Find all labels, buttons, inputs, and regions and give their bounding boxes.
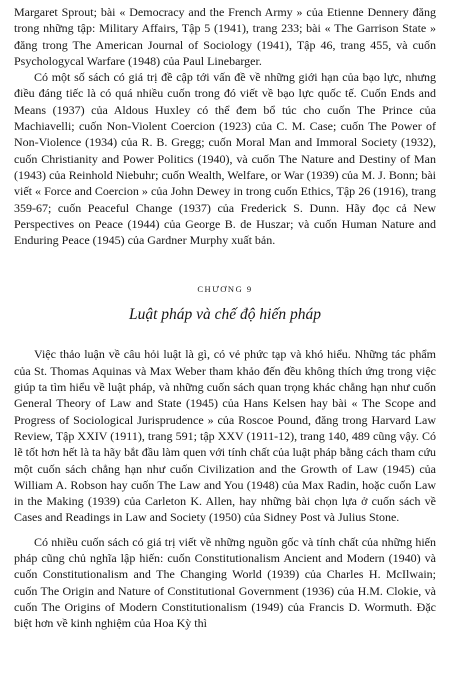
- paragraph-constitutionalism: Có nhiều cuốn sách có giá trị viết về những nguồn gốc và tính chất của những hiến pháp cũng chủ nghĩa lập hiến: cuốn Constitutionalism Ancient and Modern (1940) và cuốn Constitutionalism and The Changing World (1939) của Charles H. McIlwain; cuốn The Origin and Nature of Constitutional Government (1936) của H.M. Clokie, và cuốn The Origins of Modern Constitutionalism (1949) của Francis D. Wormuth. Đặc biệt hơn về kinh nghiệm của Hoa Kỳ thì: [14, 534, 436, 631]
- chapter-label: CHƯƠNG 9: [197, 284, 253, 295]
- chapter-title: Luật pháp và chế độ hiến pháp: [128, 306, 321, 324]
- paragraph-what-is-law: Việc thảo luận về câu hỏi luật là gì, có vẻ phức tạp và khó hiểu. Những tác phẩm của St. Thomas Aquinas và Max Weber tham khảo đến đều không thích ứng trong việc giúp ta tìm hiểu về luật pháp, và những cuốn sách quan trọng khác chẳng hạn như cuốn General Theory of Law and State (1945) của Hans Kelsen hay bài « The Scope and Progress of Sociological Jurisprudence » của Roscoe Pound, đăng trong Harvard Law Review, Tập XXIV (1911), trang 591; tập XXV (1911-12), trang 140, 489 cũng vậy. Có lẽ tốt hơn hết là ta hãy bắt đầu làm quen với tính chất của luật pháp bằng cách tham cứu một cuốn sách chẳng hạn như cuốn Civilization and the Growth of Law (1945) của William A. Robson hay cuốn The Law and You (1948) của Max Radin, hoặc cuốn Law in the Making (1939) của Carleton K. Allen, hay những bài chọn lựa ở cuốn sách về Cases and Readings in Law and Society (1950) của Sidney Post và Julius Stone.: [14, 347, 436, 525]
- paragraph-references-military: Margaret Sprout; bài « Democracy and the French Army » của Etienne Dennery đăng trong những tập: Military Affairs, Tập 5 (1941), trang 233; bài « The Garrison State » đăng trong The American Journal of Sociology (1941), Tập 46, trang 455, và cuốn Psychologycal Warfare (1948) của Paul Linebarger.: [14, 5, 436, 68]
- paragraph-limits-of-violence: Có một số sách có giá trị đề cập tới vấn đề về những giới hạn của bạo lực, nhưng điều đáng tiếc là có quá nhiều cuốn trong đó viết về bạo lực quốc tế. Cuốn Ends and Means (1937) của Aldous Huxley có thể đem bổ túc cho cuốn The Prince của Machiavelli; cuốn Non-Violent Coercion (1923) của C. M. Case; cuốn The Power of Non-Violence (1934) của R. B. Gregg; cuốn Moral Man and Immoral Society (1932), cuốn Christianity and Power Politics (1940), và cuốn The Nature and Destiny of Man (1943) của Reinhold Niebuhr; cuốn Wealth, Welfare, or War (1939) của M. J. Bonn; bài viết « Force and Coercion » của John Dewey in trong cuốn Ethics, Tập 26 (1916), trang 359-67; cuốn Peaceful Change (1937) của Frederick S. Dunn. Hãy đọc cả New Perspectives on Peace (1944) của George B. de Huszar; và cuốn Human Nature and Enduring Peace (1945) của Gardner Murphy xuất bản.: [14, 70, 436, 248]
